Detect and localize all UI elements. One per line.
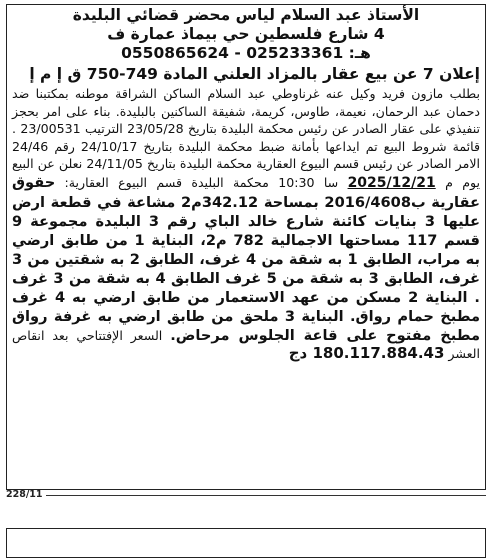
reference-number: 228/11 [6,489,43,500]
notice-title: إعلان 7 عن بيع عقار بالمزاد العلني المادة 749-750 ق إ م إ [29,65,480,83]
opening-price: 180.117.884.43 دج [288,343,445,362]
next-notice-frame [6,528,486,558]
divider [46,495,486,496]
sale-date: 2025/12/21 [347,174,436,191]
reference-line [6,489,486,501]
opening-price-label: السعر الإفتتاحي بعد انقاص العشر [12,327,480,361]
lawyer-name: الأستاذ عبد السلام لياس محضر قضائي البليدة [72,6,420,24]
sale-time-venue: سا 10:30 محكمة البليدة قسم البيوع العقارية: [55,174,348,190]
phone-numbers: هـ: 025233361 - 0550865624 [121,44,371,62]
property-description: حقوق عقارية ب2016/4608 بمساحة 342.12م2 مشاعة في قطعة ارض عليها 3 بنايات كائنة شارع خالد الباي رقم 3 البليدة مجموعة 9 قسم 117 مساحتها الاجمالية 782 م2، البناية 1 من طابق ارضي به مراب، الطابق 1 به شقة من 4 غرف، الطابق 2 به شقتين من 3 غرف، الطابق 3 به شقة من 5 غرف الطابق 4 به شقة من 3 غرف . البناية 2 مسكن من عهد الاستعمار من طابق ارضي به 4 غرف مطبخ حمام رواق. البناية 3 ملحق من طابق ارضي به غرفة رواق مطبخ مفتوح على قاعة الجلوس مرحاض. [12,173,480,344]
body-intro: بطلب مازون فريد وكيل عنه غرناوطي عبد السلام الساكن الشراقة موطنه بمكتبنا ضد دحمان عبد الرحمان، نعيمة، طاوس، كريمة، شفيقة الساكنين بالبليدة. بناء على امر بحجز تنفيذي على عقار الصادر عن رئيس محكمة البليدة بتاريخ 23/05/28 الترتيب 23/00531 . قائمة شروط البيع تم ايداعها بأمانة ضبط محكمة البليدة بتاريخ 24/10/17 رقم 24/46 الامر الصادر عن رئيس قسم البيوع العقارية محكمة البليدة بتاريخ 24/11/05 نعلن عن البيع يوم م [12,86,481,190]
office-address: 4 شارع فلسطين حي بيماذ عمارة ف [107,25,385,43]
auction-notice [12,6,480,362]
notice-body [12,85,480,362]
